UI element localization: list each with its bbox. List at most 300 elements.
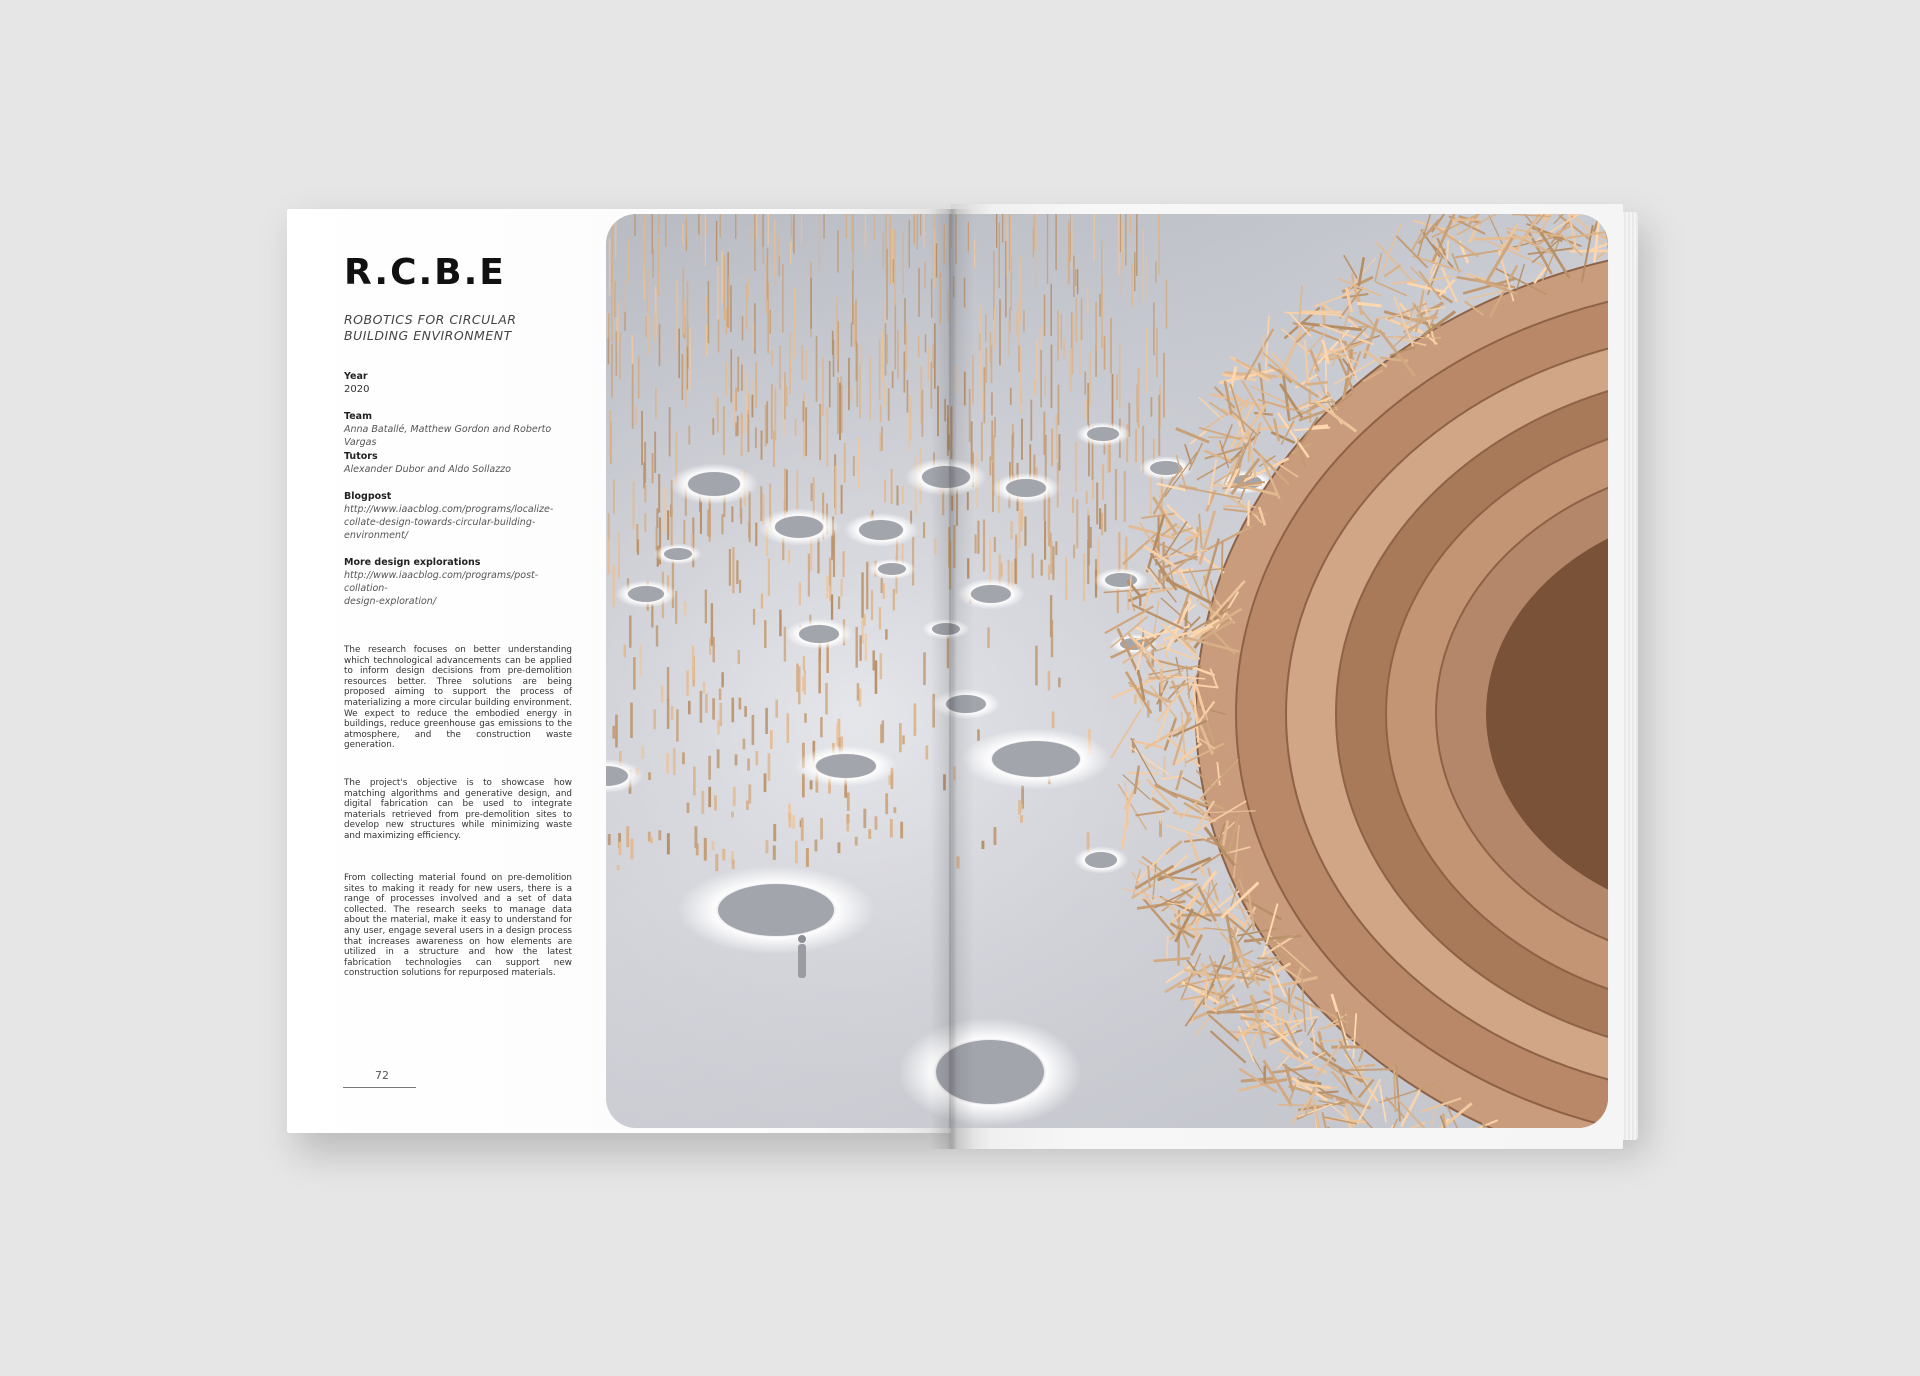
timber-stick: [729, 549, 731, 586]
timber-stick: [667, 833, 670, 854]
timber-stick: [953, 276, 954, 298]
woven-stick: [1263, 333, 1264, 360]
timber-stick: [1090, 527, 1092, 548]
timber-stick: [991, 392, 993, 415]
timber-stick: [968, 222, 969, 252]
timber-stick: [940, 272, 942, 323]
tutors-value: Alexander Dubor and Aldo Sollazzo: [344, 464, 511, 475]
timber-stick: [882, 331, 884, 381]
timber-stick: [700, 502, 702, 534]
timber-stick: [1032, 554, 1034, 579]
timber-stick: [1075, 442, 1077, 492]
timber-stick: [790, 242, 791, 263]
timber-stick: [1099, 294, 1101, 317]
timber-stick: [964, 278, 966, 308]
timber-stick: [858, 437, 860, 489]
timber-stick: [1044, 295, 1046, 337]
light-ring-disc: [878, 563, 906, 575]
timber-stick: [846, 814, 849, 831]
light-ring-disc: [992, 741, 1080, 777]
timber-stick: [617, 302, 619, 341]
woven-stick: [1205, 981, 1206, 1003]
timber-stick: [644, 442, 646, 483]
timber-stick: [887, 335, 889, 365]
blogpost-link-line-1[interactable]: http://www.iaacblog.com/programs/localize-: [344, 504, 554, 515]
timber-stick: [1011, 521, 1013, 539]
timber-stick: [608, 513, 610, 541]
timber-stick: [914, 703, 917, 735]
timber-stick: [779, 610, 781, 637]
timber-stick: [706, 325, 708, 356]
woven-stick: [1161, 669, 1162, 693]
timber-stick: [795, 841, 798, 863]
timber-stick: [831, 595, 833, 620]
timber-stick: [1036, 339, 1038, 382]
timber-stick: [808, 554, 810, 597]
timber-stick: [861, 572, 863, 617]
timber-stick: [641, 411, 643, 465]
timber-stick: [1079, 327, 1081, 374]
timber-stick: [644, 214, 645, 279]
timber-stick: [683, 300, 685, 334]
timber-stick: [906, 323, 908, 371]
light-ring-disc: [859, 520, 903, 540]
timber-stick: [614, 281, 616, 317]
timber-stick: [615, 715, 618, 748]
timber-stick: [811, 483, 813, 501]
timber-stick: [1166, 280, 1168, 329]
timber-stick: [762, 214, 763, 247]
timber-stick: [810, 780, 813, 789]
timber-stick: [917, 214, 918, 249]
woven-stick: [1167, 936, 1168, 961]
timber-stick: [799, 582, 801, 605]
timber-stick: [1030, 400, 1032, 441]
timber-stick: [796, 664, 799, 693]
timber-stick: [608, 539, 610, 575]
timber-stick: [835, 466, 837, 515]
timber-stick: [1018, 302, 1020, 351]
timber-stick: [608, 834, 611, 845]
timber-stick: [875, 816, 878, 829]
timber-stick: [747, 759, 750, 771]
timber-stick: [863, 809, 866, 828]
timber-stick: [1094, 214, 1095, 260]
timber-stick: [985, 348, 987, 383]
timber-stick: [792, 815, 795, 829]
timber-stick: [768, 214, 769, 245]
timber-stick: [1153, 302, 1155, 355]
timber-stick: [805, 407, 807, 456]
timber-stick: [741, 413, 743, 456]
timber-stick: [1075, 269, 1076, 286]
timber-stick: [926, 745, 929, 759]
timber-stick: [841, 385, 843, 433]
timber-stick: [788, 550, 790, 564]
timber-stick: [1018, 800, 1021, 815]
timber-stick: [815, 840, 818, 852]
timber-stick: [1143, 229, 1144, 306]
timber-stick: [847, 793, 850, 811]
timber-stick: [683, 520, 685, 544]
timber-stick: [934, 538, 936, 555]
timber-stick: [883, 232, 884, 267]
timber-stick: [611, 344, 613, 397]
timber-stick: [1002, 214, 1003, 243]
timber-stick: [787, 713, 790, 743]
timber-stick: [1102, 464, 1104, 500]
figure-body: [798, 944, 806, 978]
timber-stick: [1089, 352, 1091, 406]
timber-stick: [652, 453, 654, 483]
timber-stick: [891, 469, 893, 505]
timber-stick: [644, 485, 646, 503]
timber-stick: [982, 841, 985, 849]
timber-stick: [866, 562, 868, 610]
timber-stick: [703, 682, 706, 694]
timber-stick: [981, 422, 983, 461]
timber-stick: [897, 330, 899, 379]
timber-stick: [612, 218, 613, 283]
timber-stick: [994, 309, 996, 348]
timber-stick: [867, 229, 868, 259]
timber-stick: [1071, 214, 1072, 270]
timber-stick: [989, 456, 991, 475]
timber-stick: [633, 657, 636, 690]
timber-stick: [1058, 678, 1061, 688]
timber-stick: [721, 514, 723, 534]
timber-stick: [768, 753, 771, 781]
timber-stick: [708, 756, 711, 780]
timber-stick: [735, 422, 737, 436]
timber-stick: [619, 332, 621, 379]
timber-stick: [724, 255, 726, 309]
timber-stick: [1101, 513, 1103, 535]
timber-stick: [749, 491, 751, 542]
timber-stick: [895, 306, 897, 370]
timber-stick: [795, 419, 797, 436]
timber-stick: [730, 285, 732, 332]
timber-stick: [1068, 221, 1069, 284]
timber-stick: [1095, 302, 1097, 354]
timber-stick: [838, 596, 840, 609]
timber-stick: [994, 827, 997, 845]
timber-stick: [666, 753, 669, 773]
timber-stick: [1077, 269, 1078, 294]
timber-stick: [667, 667, 670, 701]
figure-head: [798, 935, 806, 943]
timber-stick: [1072, 497, 1074, 513]
timber-stick: [661, 686, 664, 703]
blogpost-link-line-2[interactable]: collate-design-towards-circular-building-: [344, 517, 536, 528]
timber-stick: [667, 699, 670, 729]
timber-stick: [922, 390, 924, 437]
timber-stick: [772, 350, 774, 365]
timber-stick: [755, 428, 757, 449]
timber-stick: [732, 698, 735, 723]
timber-stick: [1163, 353, 1165, 418]
timber-stick: [829, 558, 831, 586]
timber-stick: [826, 575, 828, 598]
timber-stick: [687, 281, 689, 347]
timber-stick: [1010, 214, 1011, 273]
timber-stick: [626, 826, 629, 847]
timber-stick: [1018, 346, 1020, 373]
timber-stick: [775, 700, 778, 718]
timber-stick: [641, 746, 644, 759]
timber-stick: [881, 426, 883, 450]
timber-stick: [630, 838, 633, 859]
timber-stick: [786, 386, 788, 407]
timber-stick: [773, 846, 776, 860]
woven-stick: [1326, 351, 1327, 402]
timber-stick: [1020, 815, 1023, 823]
timber-stick: [744, 706, 747, 717]
timber-stick: [789, 813, 792, 828]
timber-stick: [742, 316, 744, 340]
timber-stick: [1051, 429, 1053, 467]
timber-stick: [1151, 397, 1153, 417]
timber-stick: [1124, 471, 1126, 522]
more-explorations-link[interactable]: [344, 569, 554, 608]
timber-stick: [725, 362, 727, 396]
blogpost-link[interactable]: [344, 503, 554, 542]
more-explorations-block: [344, 556, 564, 608]
timber-stick: [969, 389, 971, 442]
blogpost-block: [344, 490, 564, 542]
timber-stick: [801, 818, 804, 841]
timber-stick: [1001, 563, 1003, 578]
timber-stick: [923, 214, 924, 247]
timber-stick: [1104, 504, 1106, 532]
timber-stick: [1056, 415, 1058, 460]
timber-stick: [682, 224, 683, 246]
timber-stick: [1158, 395, 1160, 456]
timber-stick: [838, 842, 841, 853]
timber-stick: [880, 653, 883, 679]
timber-stick: [856, 627, 858, 668]
timber-stick: [720, 214, 721, 237]
light-ring-disc: [688, 472, 740, 496]
timber-stick: [775, 228, 776, 285]
timber-stick: [1051, 620, 1053, 657]
timber-stick: [863, 614, 865, 626]
more-explorations-link-line-1[interactable]: http://www.iaacblog.com/programs/post-collation-: [344, 570, 539, 594]
timber-stick: [748, 278, 749, 298]
light-ring-disc: [932, 623, 960, 635]
timber-stick: [918, 337, 920, 357]
timber-stick: [1008, 320, 1010, 357]
timber-stick: [900, 822, 903, 839]
woven-stick: [1394, 1068, 1395, 1112]
timber-stick: [907, 380, 909, 413]
timber-stick: [861, 345, 863, 364]
timber-stick: [932, 344, 934, 368]
render-illustration: [606, 214, 1608, 1128]
timber-stick: [987, 627, 989, 648]
timber-stick: [851, 214, 852, 251]
light-ring-disc: [628, 586, 664, 602]
timber-stick: [619, 842, 622, 855]
timber-stick: [1058, 385, 1060, 426]
body-paragraph-2: The project's objective is to showcase how matching algorithms and generative design, and digital fabrication can be used to integrate materials retrieved from pre-demolition sites to develop new structures while minimizing waste and maximizing efficiency.: [344, 778, 572, 841]
timber-stick: [1122, 221, 1123, 270]
tutors-block: [344, 450, 564, 476]
timber-stick: [726, 309, 728, 334]
timber-stick: [638, 357, 640, 399]
timber-stick: [706, 217, 707, 236]
timber-stick: [1035, 646, 1038, 686]
timber-stick: [967, 492, 969, 510]
timber-stick: [936, 243, 937, 277]
timber-stick: [841, 579, 843, 596]
light-ring-disc: [936, 1040, 1044, 1104]
timber-stick: [869, 356, 871, 421]
timber-stick: [1051, 284, 1053, 336]
timber-stick: [1084, 372, 1086, 395]
timber-stick: [715, 854, 718, 871]
timber-stick: [752, 395, 754, 418]
light-ring-disc: [1006, 479, 1046, 497]
timber-stick: [957, 857, 960, 869]
timber-stick: [687, 803, 690, 814]
project-subtitle: [344, 312, 564, 344]
timber-stick: [904, 298, 906, 345]
timber-stick: [717, 749, 720, 768]
timber-stick: [756, 751, 759, 765]
timber-stick: [698, 214, 699, 235]
light-ring-disc: [922, 466, 970, 488]
timber-stick: [951, 496, 953, 511]
timber-stick: [925, 334, 927, 353]
timber-stick: [1044, 521, 1046, 560]
timber-stick: [803, 401, 805, 421]
blogpost-label: Blogpost: [344, 491, 392, 502]
timber-stick: [728, 277, 730, 328]
timber-stick: [712, 841, 715, 851]
timber-stick: [885, 214, 886, 274]
timber-stick: [855, 300, 857, 345]
timber-stick: [748, 410, 750, 452]
timber-stick: [755, 523, 757, 547]
timber-stick: [912, 537, 914, 586]
timber-stick: [882, 720, 885, 742]
more-explorations-link-line-2[interactable]: design-exploration/: [344, 596, 437, 607]
timber-stick: [723, 406, 725, 455]
year-block: [344, 370, 564, 396]
timber-stick: [975, 534, 977, 553]
timber-stick: [1006, 214, 1007, 276]
timber-stick: [880, 405, 882, 422]
timber-stick: [874, 214, 875, 240]
timber-stick: [767, 248, 768, 300]
timber-stick: [618, 533, 620, 578]
timber-stick: [914, 214, 915, 245]
timber-stick: [819, 404, 821, 460]
timber-stick: [635, 406, 637, 425]
timber-stick: [688, 426, 690, 445]
timber-stick: [615, 214, 616, 259]
timber-stick: [700, 691, 703, 723]
timber-stick: [693, 767, 696, 796]
render-image: [606, 214, 1608, 1128]
timber-stick: [1096, 483, 1098, 525]
timber-stick: [802, 345, 804, 380]
timber-stick: [656, 508, 658, 528]
timber-stick: [748, 785, 751, 804]
timber-stick: [678, 329, 680, 378]
more-explorations-label: More design explorations: [344, 557, 481, 568]
timber-stick: [888, 388, 890, 421]
timber-stick: [665, 214, 666, 247]
timber-stick: [977, 521, 979, 554]
timber-stick: [754, 214, 755, 271]
timber-stick: [1016, 313, 1018, 337]
timber-stick: [712, 418, 714, 435]
timber-stick: [826, 407, 828, 467]
timber-stick: [748, 394, 750, 414]
timber-stick: [617, 865, 620, 870]
timber-stick: [1099, 508, 1101, 529]
timber-stick: [717, 721, 720, 735]
timber-stick: [717, 398, 719, 433]
timber-stick: [837, 230, 838, 272]
timber-stick: [1034, 380, 1036, 395]
timber-stick: [613, 565, 615, 607]
timber-stick: [875, 660, 878, 693]
timber-stick: [706, 297, 708, 314]
light-ring-disc: [1087, 427, 1119, 441]
timber-stick: [667, 510, 669, 540]
subtitle-line-2: BUILDING ENVIRONMENT: [344, 328, 512, 343]
timber-stick: [637, 539, 639, 555]
timber-stick: [696, 843, 699, 855]
timber-stick: [1052, 546, 1054, 580]
timber-stick: [1163, 756, 1166, 777]
timber-stick: [1155, 262, 1156, 283]
timber-stick: [664, 487, 666, 533]
timber-stick: [844, 443, 846, 483]
timber-stick: [613, 479, 615, 513]
timber-stick: [655, 388, 657, 419]
timber-stick: [810, 278, 812, 329]
timber-stick: [630, 703, 633, 738]
timber-stick: [676, 279, 678, 350]
timber-stick: [682, 354, 684, 400]
timber-stick: [923, 652, 926, 685]
body-paragraph-1: The research focuses on better understanding which technological advancements can be applied to inform design decisions from pre-demolition resources better. Three solutions are being proposed aiming to support the process of materializing a more circular building environment. We expect to reduce the embodied energy in buildings, reduce greenhouse gas emissions to the atmosphere, and the construction waste generation.: [344, 645, 572, 751]
woven-stick: [1283, 1010, 1284, 1036]
timber-stick: [714, 796, 717, 811]
timber-stick: [673, 748, 676, 775]
timber-stick: [955, 214, 956, 264]
timber-stick: [685, 349, 687, 408]
timber-stick: [1070, 350, 1072, 392]
timber-stick: [1020, 509, 1022, 532]
timber-stick: [851, 323, 853, 347]
timber-stick: [1063, 339, 1065, 358]
timber-stick: [765, 405, 767, 446]
timber-stick: [944, 224, 945, 263]
timber-stick: [1048, 671, 1051, 691]
timber-stick: [730, 349, 732, 402]
blogpost-link-line-3[interactable]: environment/: [344, 530, 408, 541]
timber-stick: [885, 629, 887, 639]
timber-stick: [764, 773, 767, 792]
timber-stick: [890, 819, 893, 837]
timber-stick: [1072, 315, 1074, 375]
timber-stick: [1088, 516, 1090, 566]
